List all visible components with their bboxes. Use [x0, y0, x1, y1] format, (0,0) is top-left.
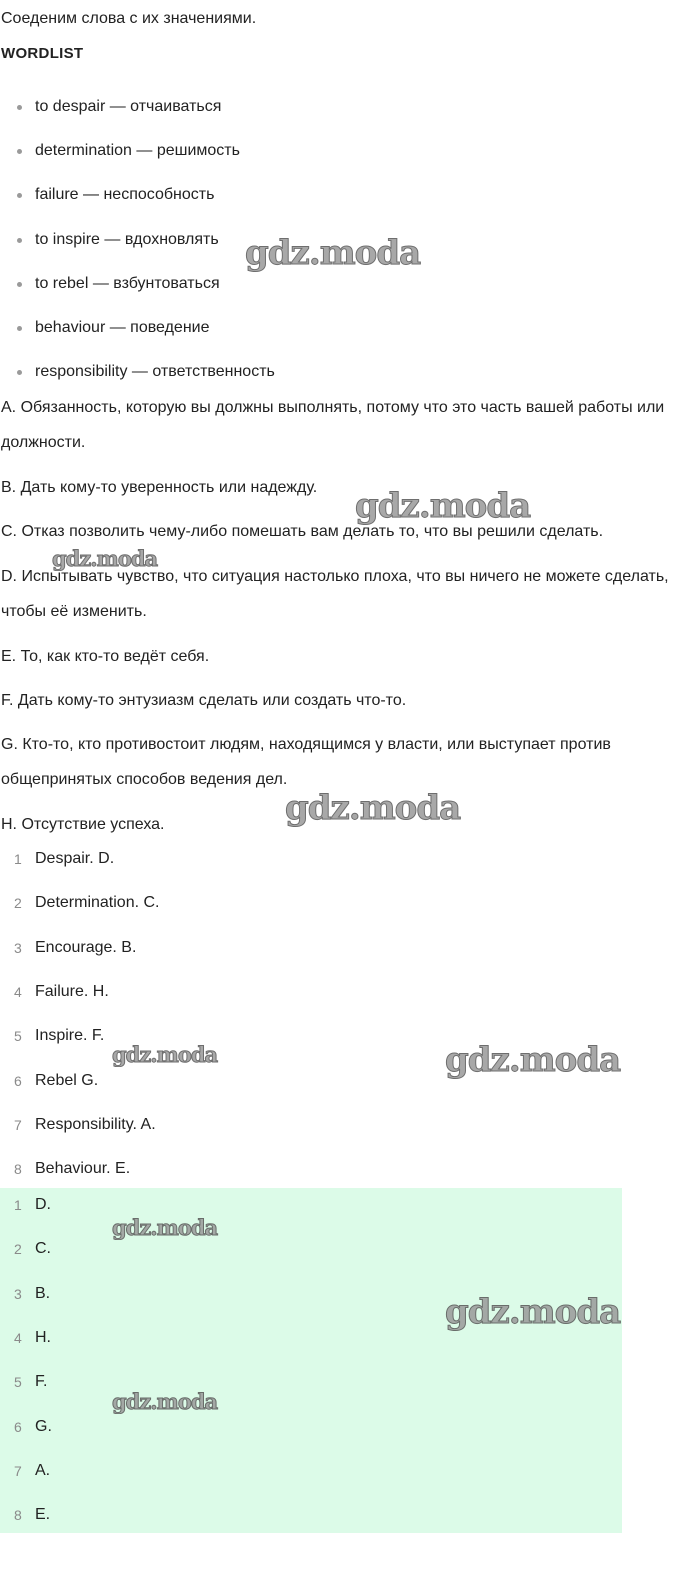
- bullet-icon: [17, 193, 22, 198]
- watermark: gdz.moda: [52, 546, 158, 571]
- definition-f: F. Дать кому-то энтузиазм сделать или создать что-то.: [1, 692, 407, 709]
- bullet-icon: [17, 370, 22, 375]
- definition-c: C. Отказ позволить чему-либо помешать вам делать то, что вы решили сделать.: [1, 523, 604, 540]
- definition-e: E. То, как кто-то ведёт себя.: [1, 648, 210, 665]
- watermark: gdz.moda: [112, 1389, 218, 1414]
- watermark: gdz.moda: [112, 1215, 218, 1240]
- definition-g: G. Кто-то, кто противостоит людям, находящимся у власти, или выступает против общепринятых способов ведения дел.: [1, 736, 611, 788]
- wordlist-heading: WORDLIST: [1, 45, 84, 62]
- watermark: gdz.moda: [245, 233, 421, 273]
- bullet-icon: [17, 238, 22, 243]
- watermark: gdz.moda: [445, 1040, 621, 1080]
- definition-h: H. Отсутствие успеха.: [1, 816, 165, 833]
- watermark: gdz.moda: [445, 1292, 621, 1332]
- bullet-icon: [17, 282, 22, 287]
- definition-d: D. Испытывать чувство, что ситуация настолько плоха, что вы ничего не можете сделать, чтобы её изменить.: [1, 568, 669, 620]
- bullet-icon: [17, 326, 22, 331]
- definition-b: B. Дать кому-то уверенность или надежду.: [1, 479, 318, 496]
- watermark: gdz.moda: [285, 788, 461, 828]
- watermark: gdz.moda: [355, 486, 531, 526]
- watermark: gdz.moda: [112, 1042, 218, 1067]
- bullet-icon: [17, 149, 22, 154]
- bullet-icon: [17, 105, 22, 110]
- answers-panel: [0, 1188, 622, 1533]
- definition-a: A. Обязанность, которую вы должны выполнять, потому что это часть вашей работы или должности.: [1, 399, 665, 451]
- intro-text: Соеденим слова с их значениями.: [1, 10, 257, 27]
